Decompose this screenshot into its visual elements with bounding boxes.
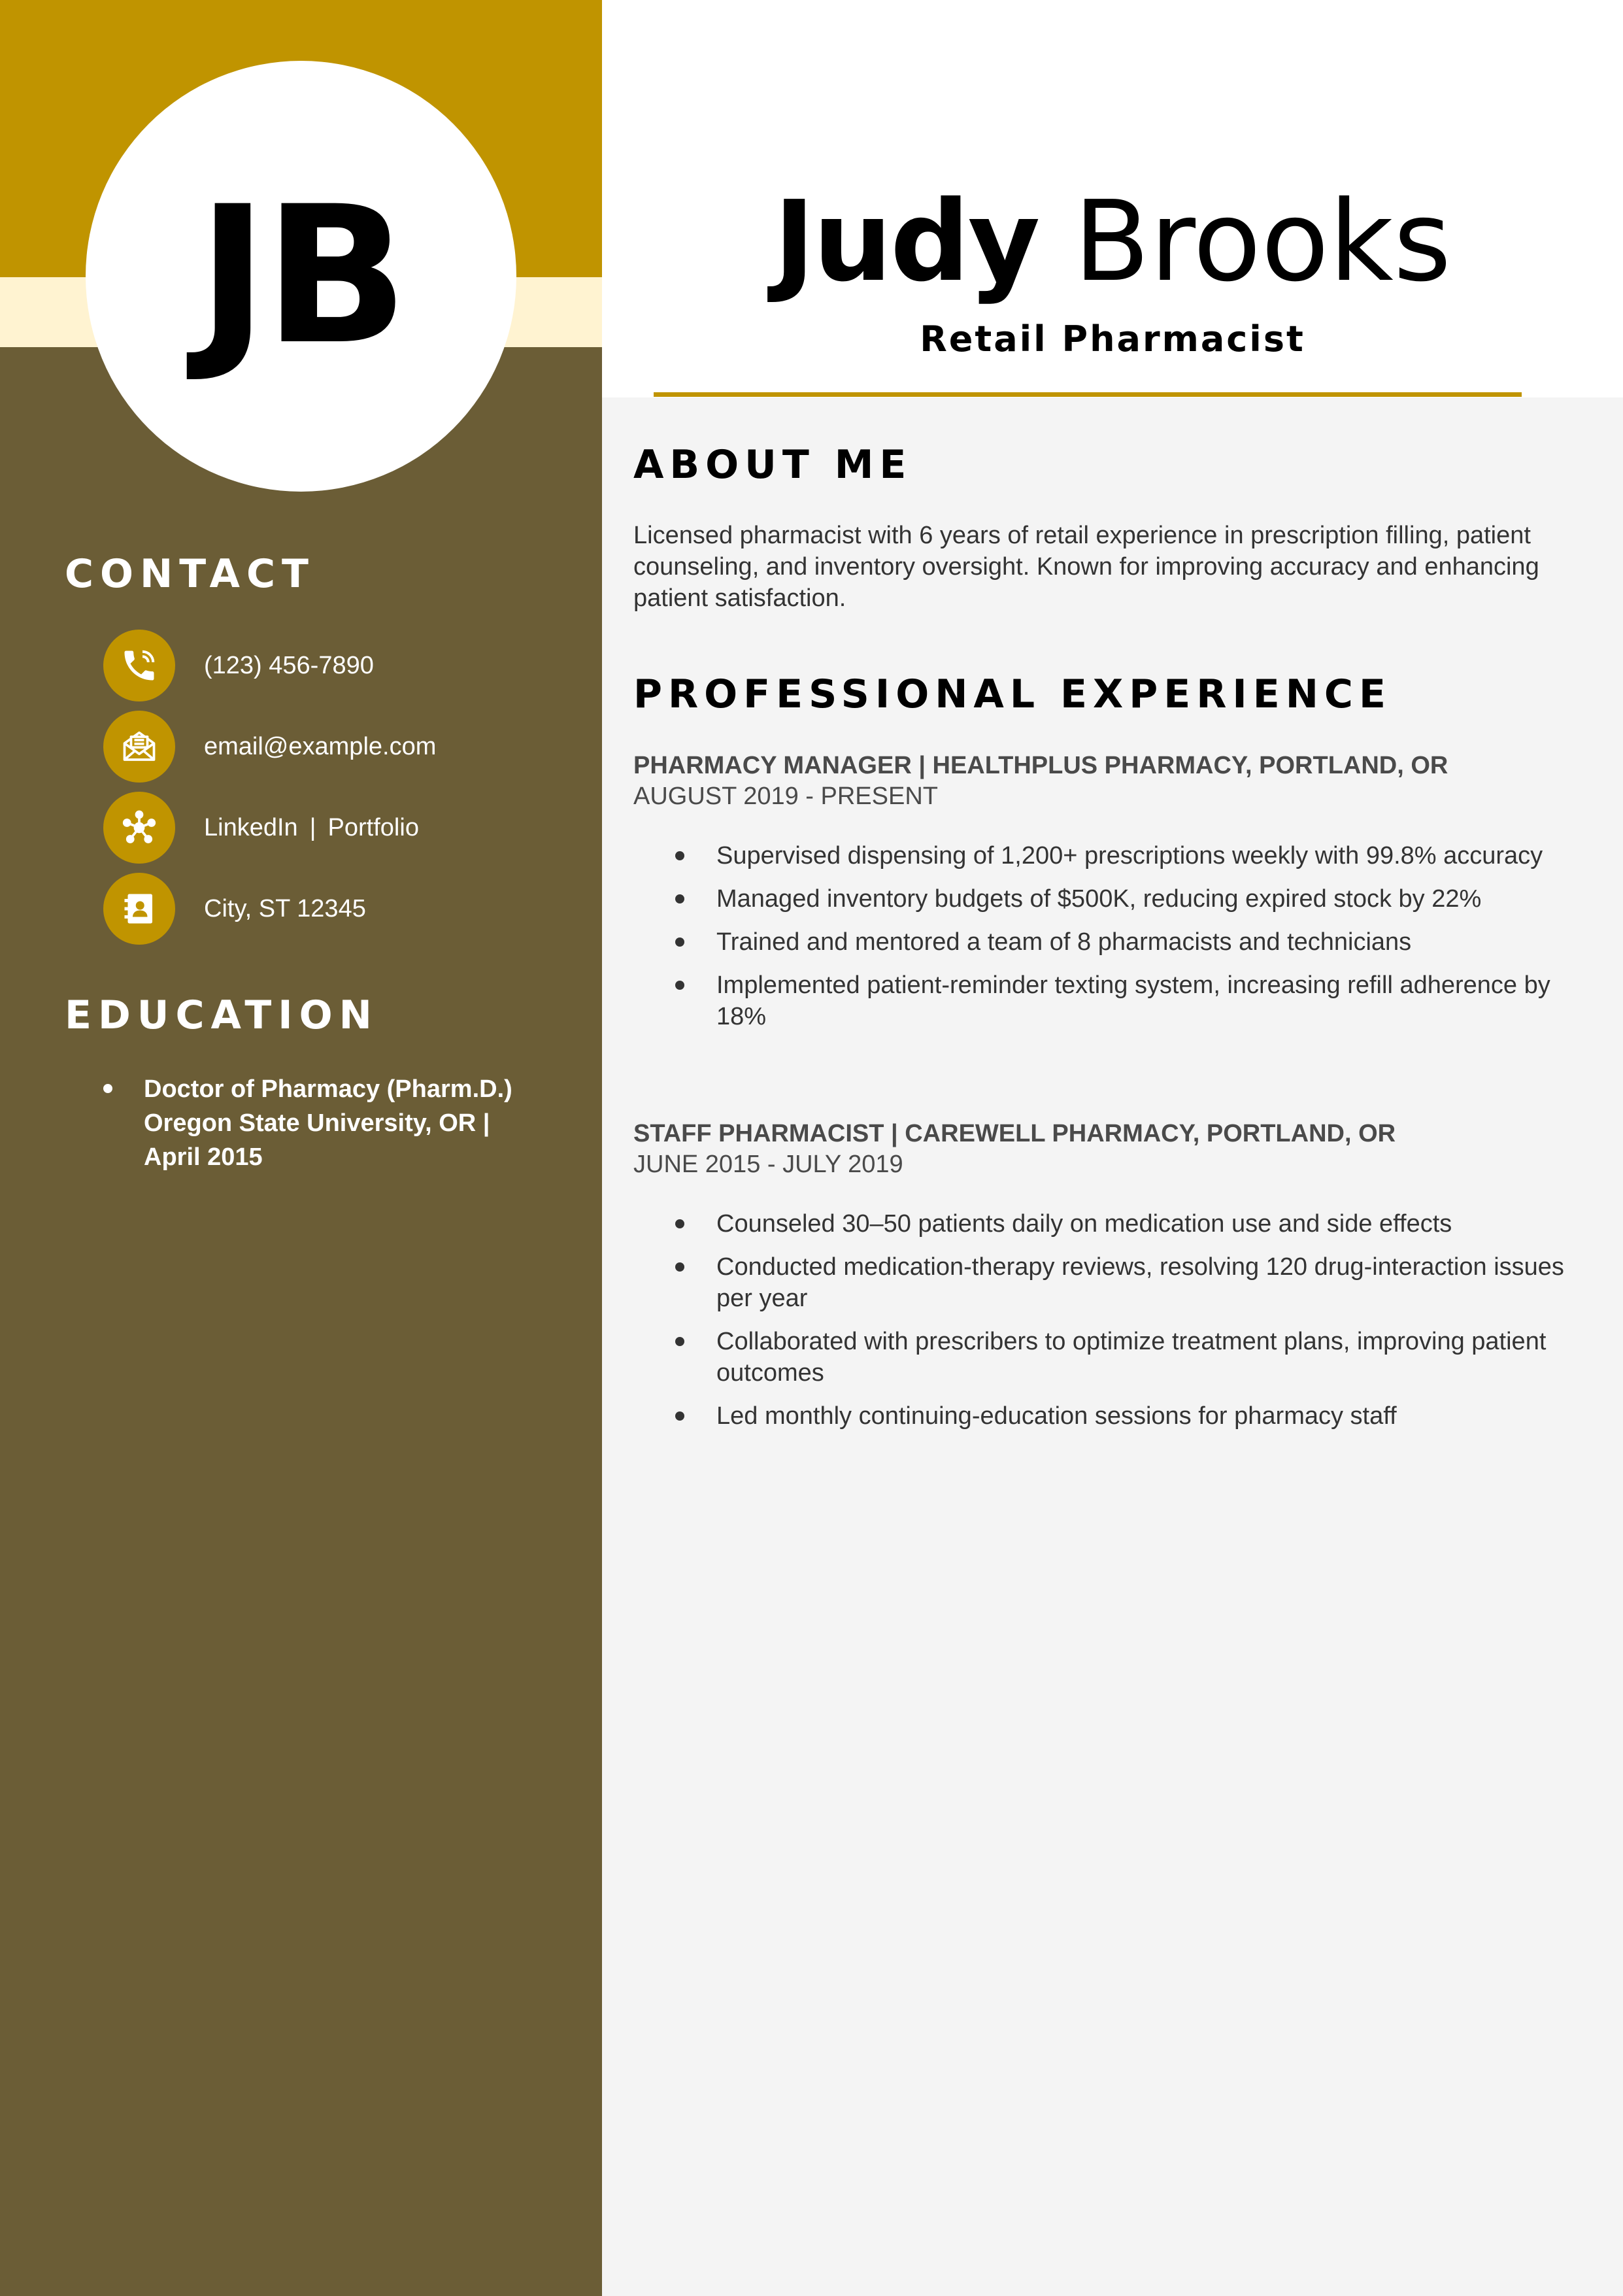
address-book-icon [103,873,175,945]
job-title-line: STAFF PHARMACIST | CAREWELL PHARMACY, PORTLAND, OR [633,1120,1396,1147]
contact-email: email@example.com [204,733,437,760]
contact-phone-row [103,630,374,701]
contact-location-row [103,873,366,945]
network-icon [103,792,175,864]
contact-location: City, ST 12345 [204,895,366,922]
education-bullet [103,1084,112,1093]
last-name: Brooks [1073,177,1452,307]
header [602,0,1623,397]
portfolio-link[interactable]: Portfolio [327,814,419,841]
education-heading: EDUCATION [65,992,378,1038]
education-degree: Doctor of Pharmacy (Pharm.D.) [144,1075,512,1103]
experience-heading: PROFESSIONAL EXPERIENCE [633,671,1392,717]
job-bullet: Led monthly continuing-education sessions for pharmacy staff [673,1400,1588,1432]
email-icon [103,711,175,783]
phone-icon [103,630,175,701]
job-bullet: Counseled 30–50 patients daily on medication use and side effects [673,1208,1588,1240]
contact-heading: CONTACT [65,551,315,597]
job-bullet-list [673,840,1588,1044]
job-bullet: Supervised dispensing of 1,200+ prescriptions weekly with 99.8% accuracy [673,840,1588,871]
contact-phone: (123) 456-7890 [204,652,374,679]
education-school: Oregon State University, OR | [144,1109,490,1137]
job-bullet: Conducted medication-therapy reviews, resolving 120 drug-interaction issues per year [673,1251,1588,1314]
contact-links [204,815,419,840]
first-name: Judy [773,177,1039,307]
contact-links-row [103,792,419,864]
job-bullet: Implemented patient-reminder texting system, increasing refill adherence by 18% [673,970,1588,1032]
job-dates: JUNE 2015 - JULY 2019 [633,1151,903,1178]
education-item [103,1072,561,1174]
job-bullet: Trained and mentored a team of 8 pharmacists and technicians [673,926,1588,958]
about-heading: ABOUT ME [633,442,912,488]
job-title: Retail Pharmacist [920,318,1305,360]
link-separator: | [309,814,316,841]
job-title-line: PHARMACY MANAGER | HEALTHPLUS PHARMACY, PORTLAND, OR [633,752,1448,779]
header-divider [654,392,1522,397]
about-text: Licensed pharmacist with 6 years of retail experience in prescription filling, patient counseling, and inventory oversight. Known for improving accuracy and enhancing patient satisfaction. [633,522,1539,612]
sidebar [0,0,602,2296]
education-date: April 2015 [144,1143,263,1171]
job-bullet-list [673,1208,1588,1443]
contact-email-row [103,711,436,783]
monogram-circle [86,61,516,492]
job-bullet: Managed inventory budgets of $500K, reducing expired stock by 22% [673,883,1588,915]
linkedin-link[interactable]: LinkedIn [204,814,298,841]
job-bullet: Collaborated with prescribers to optimize treatment plans, improving patient outcomes [673,1326,1588,1389]
job-dates: AUGUST 2019 - PRESENT [633,783,939,810]
full-name [602,177,1623,307]
monogram: JB [197,165,405,386]
